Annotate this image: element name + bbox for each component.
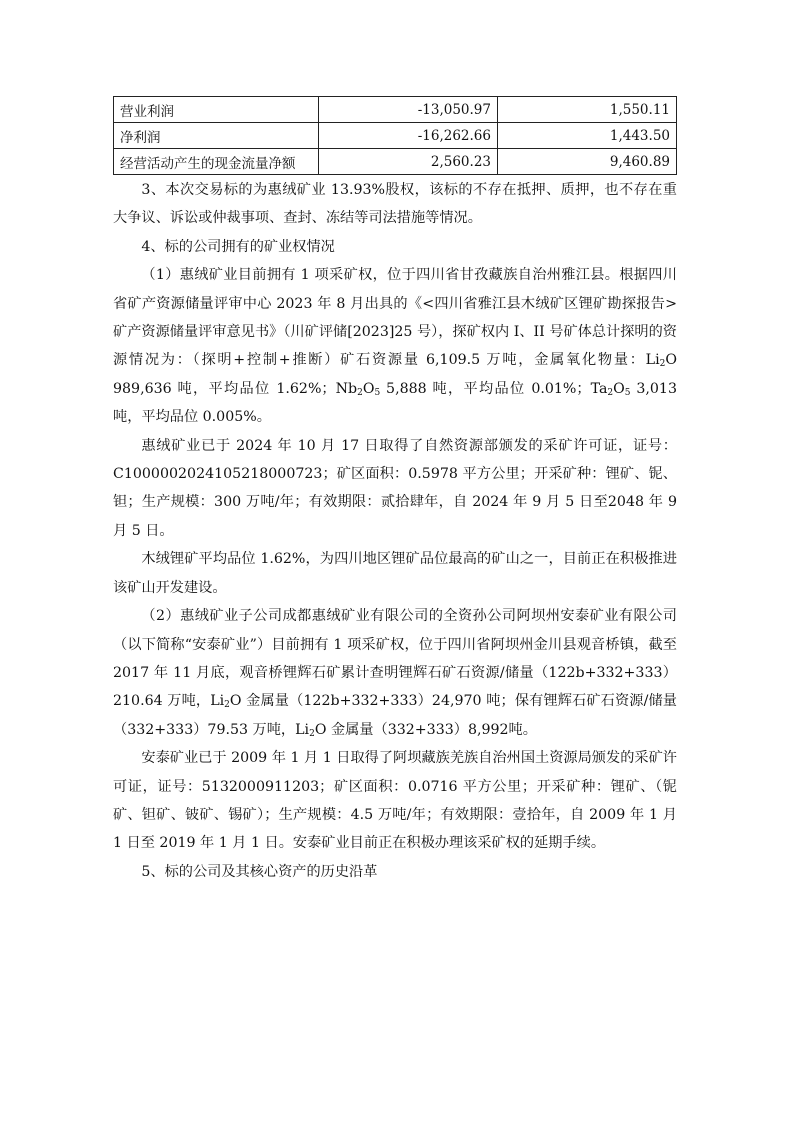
paragraph-mining-license: 惠绒矿业已于 2024 年 10 月 17 日取得了自然资源部颁发的采矿许可证，证号：C1000002024105218000723；矿区面积：0.5978 平方公里；开采矿种：锂矿、铌、钽；生产规模：300 万吨/年；有效期限：贰拾肆年，自 2024 年 9 月 5 日至2048 年 9 月 5 日。 <box>113 437 677 539</box>
paragraph-antai-mining-right <box>113 602 677 744</box>
financial-table <box>113 96 677 175</box>
text-segment: O <box>362 380 375 397</box>
subscript: 5 <box>374 387 381 398</box>
text-segment: （2）惠绒矿业子公司成都惠绒矿业有限公司的全资孙公司阿坝州安泰矿业有限公司（以下简称“安泰矿业”）目前拥有 1 项采矿权，位于四川省阿坝州金川县观音桥镇，截至 2017 年 11 月底，观音桥锂辉石矿累计查明锂辉石矿石资源/储量（122b+332+333）210.64 万吨，Li <box>113 608 677 710</box>
subscript: 2 <box>659 359 666 370</box>
table-row <box>114 149 677 175</box>
row-value-1: -16,262.66 <box>319 123 498 149</box>
text-segment: O 金属量（122b+332+333）24,970 吨；保有锂辉石矿石资源/储量（332+333）79.53 万吨，Li <box>113 693 677 738</box>
text-segment: O <box>613 380 625 397</box>
document-body <box>113 176 677 886</box>
text-segment: 3,013 吨，平均品位 0.005%。 <box>113 380 677 426</box>
row-value-1: -13,050.97 <box>319 97 498 123</box>
row-label: 净利润 <box>114 123 319 149</box>
row-value-2: 9,460.89 <box>498 149 677 175</box>
paragraph-huirong-mining-right <box>113 261 677 431</box>
row-value-2: 1,550.11 <box>498 97 677 123</box>
section-heading-mining-rights: 4、标的公司拥有的矿业权情况 <box>141 238 335 255</box>
section-heading-history: 5、标的公司及其核心资产的历史沿革 <box>141 863 378 880</box>
text-segment: O 金属量（332+333）8,992吨。 <box>314 721 537 738</box>
row-value-2: 1,443.50 <box>498 123 677 149</box>
table-row <box>114 123 677 149</box>
table-row <box>114 97 677 123</box>
text-segment: 5,888 吨，平均品位 0.01%；Ta <box>380 380 608 397</box>
subscript: 2 <box>607 387 614 398</box>
text-segment: O 989,636 吨，平均品位 1.62%；Nb <box>113 352 677 397</box>
subscript: 2 <box>309 728 315 739</box>
subscript: 2 <box>357 387 363 398</box>
row-value-1: 2,560.23 <box>319 149 498 175</box>
row-label: 经营活动产生的现金流量净额 <box>114 149 319 175</box>
subscript: 2 <box>224 700 230 711</box>
row-label: 营业利润 <box>114 97 319 123</box>
paragraph-antai-license: 安泰矿业已于 2009 年 1 月 1 日取得了阿坝藏族羌族自治州国土资源局颁发的采矿许可证，证号：5132000911203；矿区面积：0.0716 平方公里；开采矿种：锂矿、（铌矿、钽矿、铍矿、锡矿）；生产规模：4.5 万吨/年；有效期限：壹拾年，自 2009 年 1 月 1 日至 2019 年 1 月 1 日。安泰矿业目前正在积极办理该采矿权的延期手续。 <box>113 750 677 852</box>
text-segment: （1）惠绒矿业目前拥有 1 项采矿权，位于四川省甘孜藏族自治州雅江县。根据四川省矿产资源储量评审中心 2023 年 8 月出具的《<四川省雅江县木绒矿区锂矿勘探报告>矿产资源储量评审意见书》（川矿评储[2023]25 号），探矿权内 I、II 号矿体总计探明的资源情况为：（探明+控制+推断）矿石资源量 6,109.5 万吨，金属氧化物量：Li <box>113 267 677 369</box>
subscript: 5 <box>624 387 631 398</box>
paragraph-murong-grade: 木绒锂矿平均品位 1.62%，为四川地区锂矿品位最高的矿山之一，目前正在积极推进该矿山开发建设。 <box>113 551 677 596</box>
paragraph-equity-status: 3、本次交易标的为惠绒矿业 13.93%股权，该标的不存在抵押、质押，也不存在重大争议、诉讼或仲裁事项、查封、冻结等司法措施等情况。 <box>113 182 677 227</box>
